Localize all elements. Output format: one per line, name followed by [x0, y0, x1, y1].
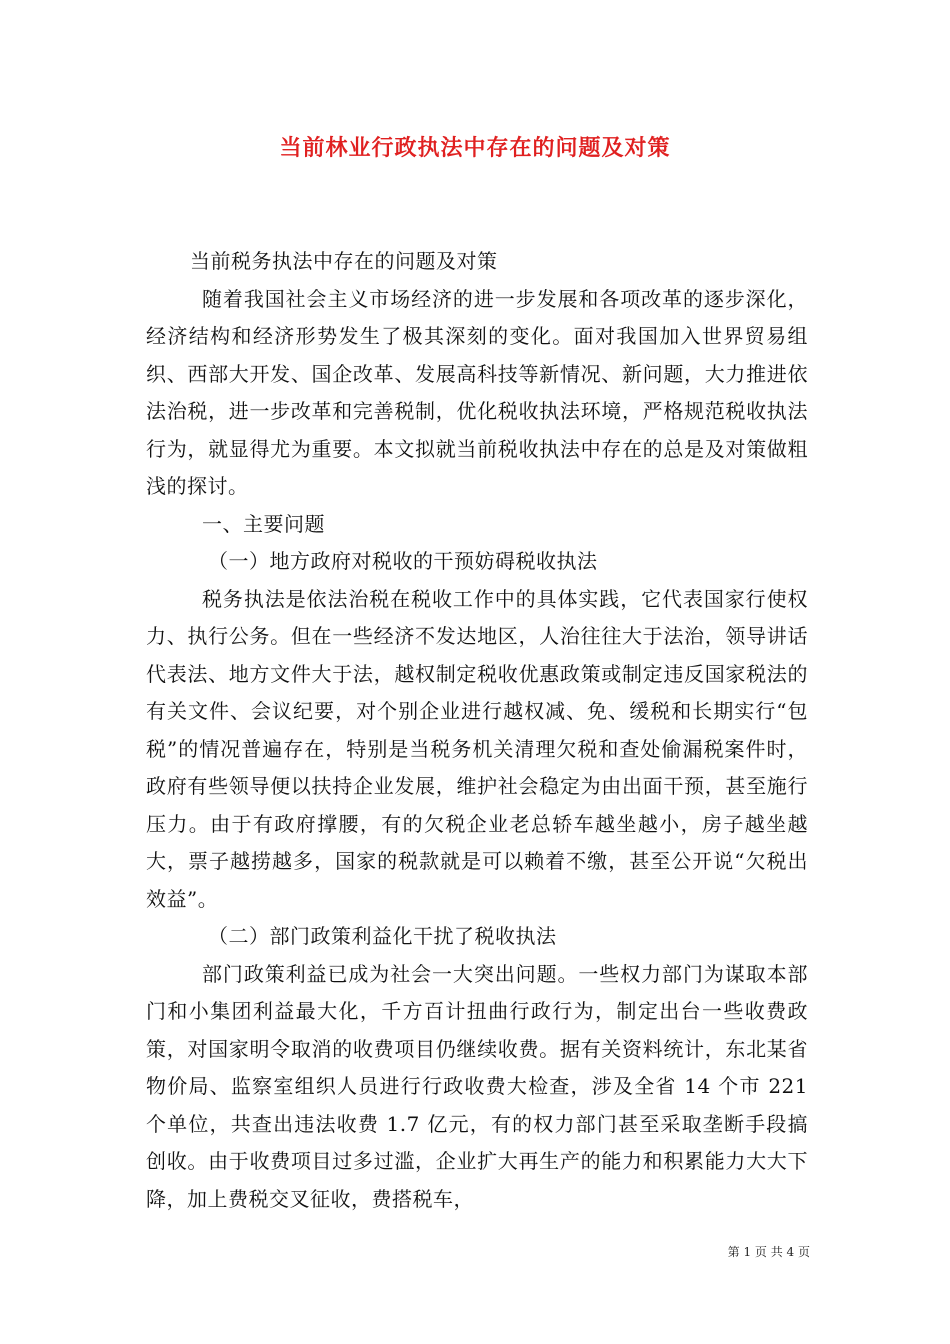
subsection-heading-1: （一）地方政府对税收的干预妨碍税收执法	[208, 549, 598, 573]
page-number-footer: 第 1 页 共 4 页	[727, 1245, 810, 1259]
subsection-heading-2: （二）部门政策利益化干扰了税收执法	[208, 924, 557, 948]
document-title: 当前林业行政执法中存在的问题及对策	[279, 135, 671, 161]
body-paragraph-1: 税务执法是依法治税在税收工作中的具体实践，它代表国家行使权力、执行公务。但在一些经济不发达地区，人治往往大于法治，领导讲话代表法、地方文件大于法，越权制定税收优惠政策或制定违反国家税法的有关文件、会议纪要，对个别企业进行越权减、免、缓税和长期实行“包税”的情况普遍存在，特别是当税务机关清理欠税和查处偷漏税案件时，政府有些领导便以扶持企业发展，维护社会稳定为由出面干预，甚至施行压力。由于有政府撑腰，有的欠税企业老总轿车越坐越小，房子越坐越大，票子越捞越多，国家的税款就是可以赖着不缴，甚至公开说“欠税出效益”。	[146, 586, 808, 911]
section-heading-main-issues: 一、主要问题	[202, 511, 325, 536]
document-body	[146, 243, 808, 1218]
intro-paragraph: 随着我国社会主义市场经济的进一步发展和各项改革的逐步深化，经济结构和经济形势发生了极其深刻的变化。面对我国加入世界贸易组织、西部大开发、国企改革、发展高科技等新情况、新问题，大力推进依法治税，进一步改革和完善税制，优化税收执法环境，严格规范税收执法行为，就显得尤为重要。本文拟就当前税收执法中存在的总是及对策做粗浅的探讨。	[146, 286, 808, 498]
body-paragraph-2: 部门政策利益已成为社会一大突出问题。一些权力部门为谋取本部门和小集团利益最大化，千方百计扭曲行政行为，制定出台一些收费政策，对国家明令取消的收费项目仍继续收费。据有关资料统计，东北某省物价局、监察室组织人员进行行政收费大检查，涉及全省 14 个市 221 个单位，共查出违法收费 1.7 亿元，有的权力部门甚至采取垄断手段搞创收。由于收费项目过多过滥，企业扩大再生产的能力和积累能力大大下降，加上费税交叉征收，费搭税车，	[146, 961, 808, 1211]
subtitle-paragraph: 当前税务执法中存在的问题及对策	[190, 249, 498, 273]
